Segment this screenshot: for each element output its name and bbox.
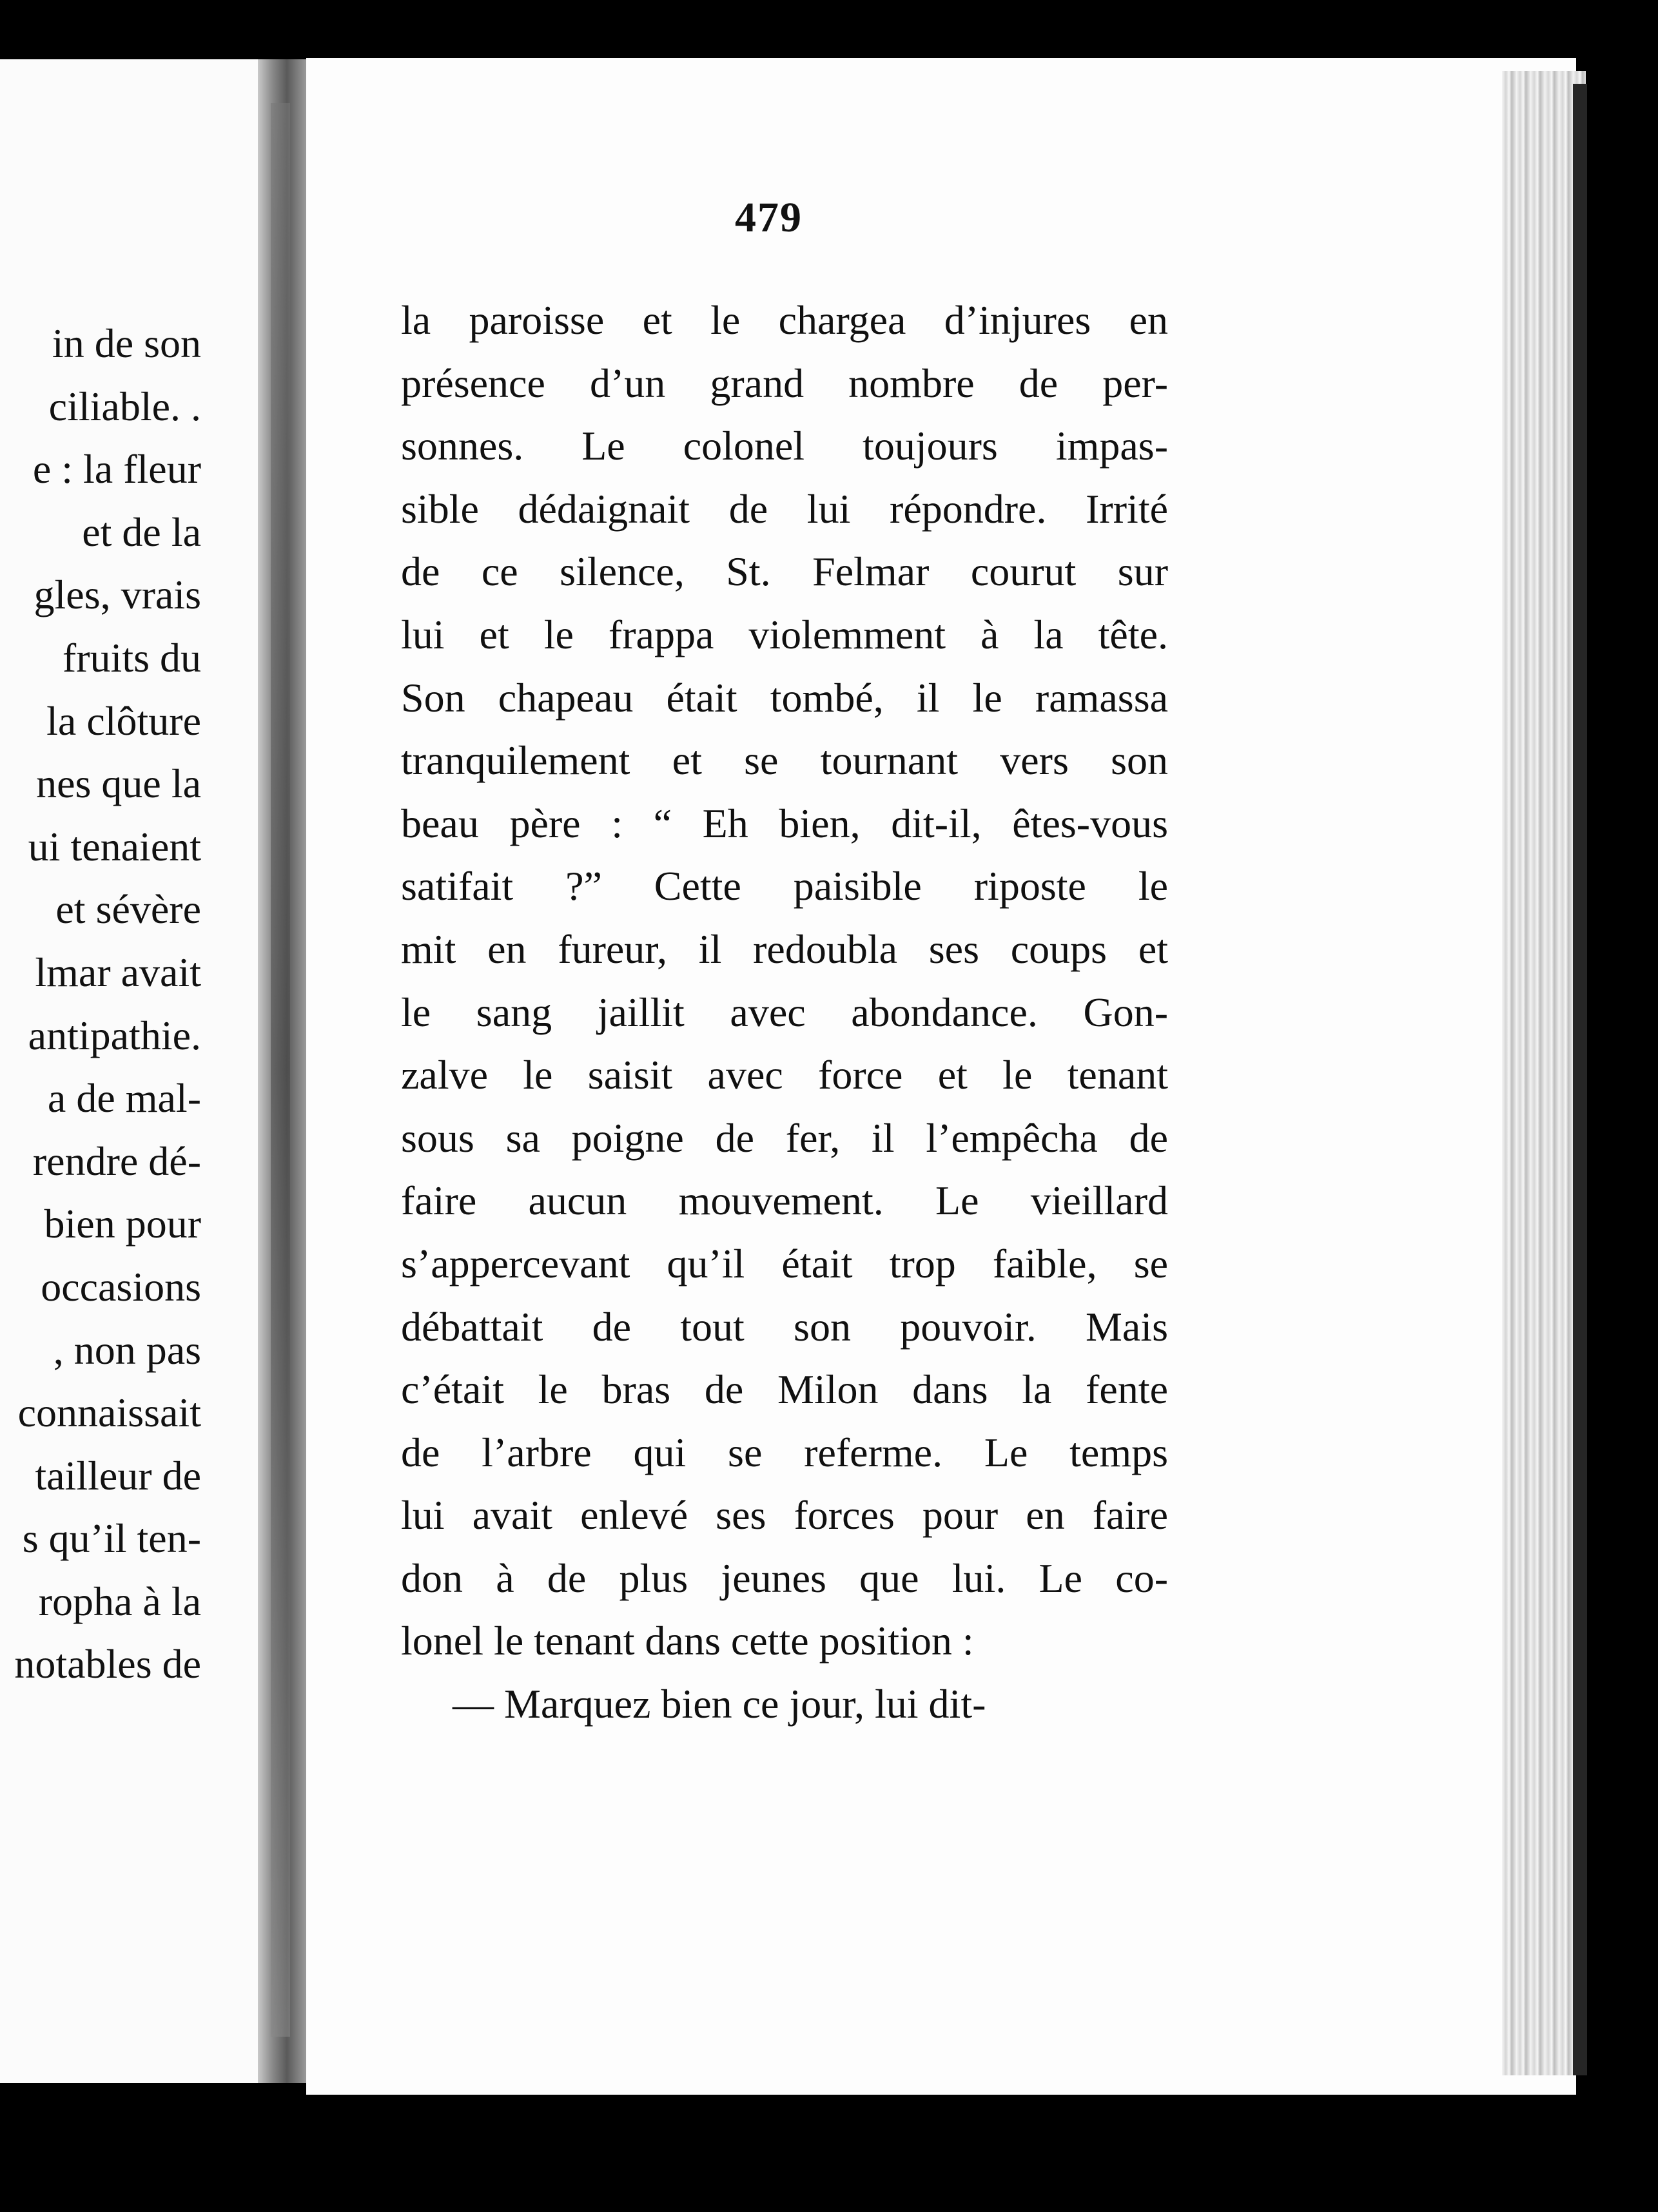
facing-line: a de mal- xyxy=(47,1075,201,1121)
text-line: de ce silence, St. Felmar courut sur xyxy=(401,548,1168,595)
facing-page-text xyxy=(0,312,201,1696)
facing-line: in de son xyxy=(52,320,201,366)
text-line: lui avait enlevé ses forces pour en faire xyxy=(401,1492,1168,1538)
facing-line: s qu’il ten- xyxy=(22,1515,201,1562)
facing-line: occasions xyxy=(41,1263,201,1310)
facing-line: notables de xyxy=(14,1641,201,1687)
facing-line: rendre dé- xyxy=(32,1138,201,1184)
facing-page xyxy=(0,59,258,2083)
text-line: la paroisse et le chargea d’injures en xyxy=(401,297,1168,343)
facing-line: nes que la xyxy=(36,761,201,807)
text-line: don à de plus jeunes que lui. Le co- xyxy=(401,1555,1168,1601)
text-line: faire aucun mouvement. Le vieillard xyxy=(401,1178,1168,1224)
text-line: s’appercevant qu’il était trop faible, se xyxy=(401,1240,1168,1286)
facing-line: et de la xyxy=(82,509,201,555)
facing-line: lmar avait xyxy=(35,949,201,995)
text-line: Son chapeau était tombé, il le ramassa xyxy=(401,674,1168,721)
text-line: sous sa poigne de fer, il l’empêcha de xyxy=(401,1114,1168,1161)
text-line: lui et le frappa violemment à la tête. xyxy=(401,611,1168,657)
facing-line: la clôture xyxy=(46,697,201,744)
gutter-shadow xyxy=(271,103,290,2037)
text-line: c’était le bras de Milon dans la fente xyxy=(401,1366,1168,1413)
text-line: lonel le tenant dans cette position : xyxy=(401,1618,974,1664)
cover-edge xyxy=(1573,84,1587,2075)
facing-line: antipathie. xyxy=(28,1012,201,1058)
text-line: mit en fureur, il redoubla ses coups et xyxy=(401,926,1168,972)
facing-line: et sévère xyxy=(55,886,201,933)
facing-line: , non pas xyxy=(53,1326,201,1373)
page-body-text xyxy=(401,289,1168,1736)
facing-line: e : la fleur xyxy=(32,446,201,492)
facing-line: gles, vrais xyxy=(34,572,201,618)
text-line: — Marquez bien ce jour, lui dit- xyxy=(453,1681,986,1727)
facing-line: connaissait xyxy=(17,1390,201,1436)
text-line: sible dédaignait de lui répondre. Irrité xyxy=(401,485,1168,532)
text-line: tranquilement et se tournant vers son xyxy=(401,737,1168,784)
facing-line: tailleur de xyxy=(35,1452,201,1499)
facing-line: bien pour xyxy=(44,1201,201,1247)
text-line: présence d’un grand nombre de per- xyxy=(401,360,1168,406)
text-line: débattait de tout son pouvoir. Mais xyxy=(401,1303,1168,1350)
page-number: 479 xyxy=(735,194,803,241)
text-line: zalve le saisit avec force et le tenant xyxy=(401,1052,1168,1098)
text-line: de l’arbre qui se referme. Le temps xyxy=(401,1429,1168,1475)
text-line: satifait ?” Cette paisible riposte le xyxy=(401,863,1168,909)
facing-line: ui tenaient xyxy=(28,823,201,869)
facing-line: ciliable. . xyxy=(48,383,201,429)
text-line: le sang jaillit avec abondance. Gon- xyxy=(401,989,1168,1035)
text-line: beau père : “ Eh bien, dit-il, êtes-vous xyxy=(401,800,1168,846)
facing-line: fruits du xyxy=(62,634,201,681)
facing-line: ropha à la xyxy=(38,1578,201,1624)
text-line: sonnes. Le colonel toujours impas- xyxy=(401,423,1168,469)
